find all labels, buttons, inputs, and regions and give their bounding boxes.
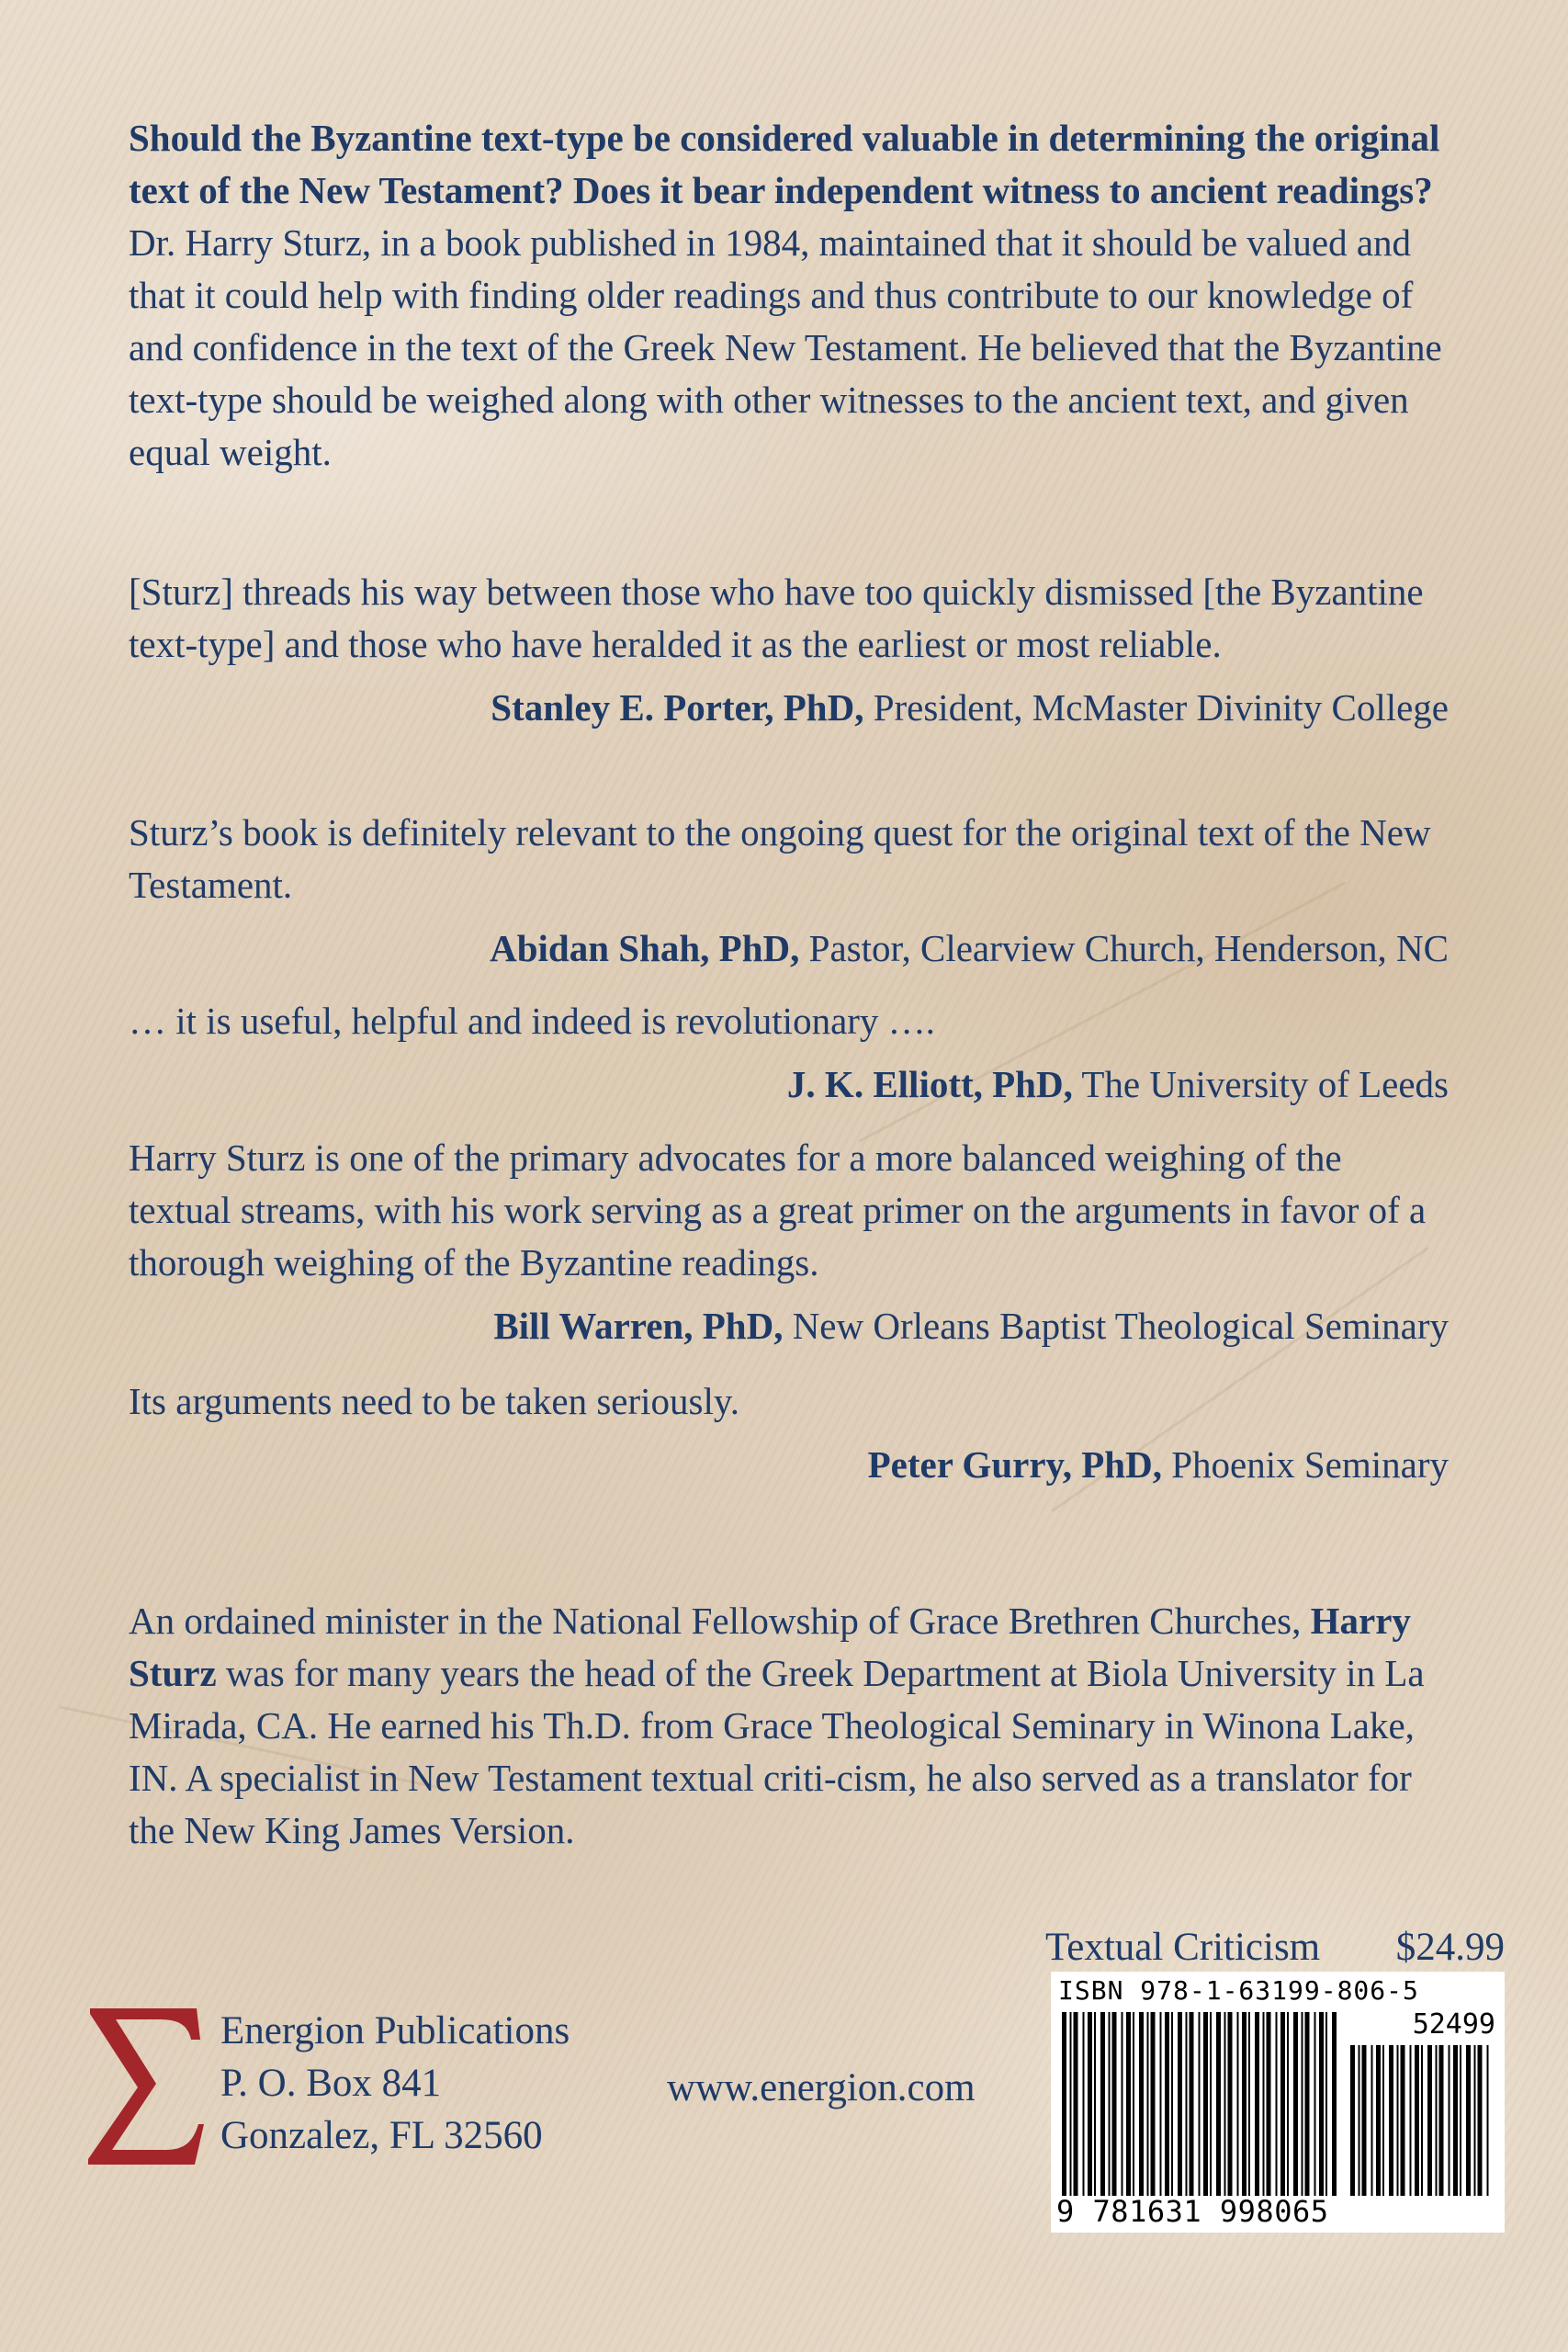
barcode-bar (1415, 2045, 1419, 2196)
bio-text-after: was for many years the head of the Greek Department at Biola University in La Mirada, CA. He earned his Th.D. from Grace Theological Seminary in Winona Lake, IN. A specialist in New Testament textual criti-cism, he also served as a translator for the New King James Version. (129, 1652, 1425, 1851)
endorser-affiliation: President, McMaster Divinity College (863, 686, 1449, 729)
barcode-addon-number: 52499 (1412, 2008, 1495, 2041)
endorsement-attribution (129, 1058, 1449, 1111)
sigma-logo-icon (85, 2003, 204, 2170)
barcode-bar (1376, 2045, 1381, 2196)
barcode-bar (1133, 2012, 1134, 2196)
barcode-bar (1478, 2045, 1483, 2196)
barcode-bar (1237, 2012, 1239, 2196)
barcode-bar (1466, 2045, 1471, 2196)
barcode-bar (1449, 2045, 1450, 2196)
endorser-name: Abidan Shah, PhD, (490, 927, 800, 969)
barcode-bar (1325, 2012, 1327, 2196)
barcode-bar (1359, 2045, 1360, 2196)
barcode-bar (1350, 2045, 1355, 2196)
endorser-name: Stanley E. Porter, PhD, (491, 686, 864, 729)
barcode-bar (1248, 2012, 1250, 2196)
barcode-main-bars (1062, 2012, 1337, 2196)
endorser-name: J. K. Elliott, PhD, (786, 1063, 1073, 1105)
book-price: $24.99 (1395, 1926, 1505, 1969)
book-category: Textual Criticism (1045, 1926, 1321, 1969)
barcode-number: 9 781631 998065 (1056, 2194, 1329, 2229)
barcode-bar (1453, 2045, 1458, 2196)
barcode-bar (1267, 2012, 1271, 2196)
barcode-bar (1151, 2012, 1156, 2196)
barcode-bar (1314, 2012, 1316, 2196)
barcode-bar (1109, 2012, 1111, 2196)
barcode-bar (1302, 2012, 1303, 2196)
barcode-bar (1088, 2012, 1092, 2196)
endorsement-quote: Sturz’s book is definitely relevant to the ongoing quest for the original text of the New Testament. (129, 811, 1431, 906)
endorsement-quote: [Sturz] threads his way between those who have too quickly dismissed [the Byzantine text-type] and those who have heralded it as the earliest or most reliable. (129, 571, 1424, 665)
barcode-bar (1165, 2012, 1169, 2196)
intro-bold-lead: Should the Byzantine text-type be considered valuable in determining the original text of the New Testament? Does it bear independent witness to ancient readings? (129, 117, 1440, 211)
barcode-bar (1460, 2045, 1461, 2196)
barcode-bar (1305, 2012, 1310, 2196)
publisher-block (220, 2005, 570, 2162)
endorser-name: Peter Gurry, PhD, (867, 1443, 1162, 1486)
barcode-addon-bars (1350, 2045, 1494, 2196)
barcode-bar (1171, 2012, 1173, 2196)
barcode-bar (1487, 2045, 1489, 2196)
barcode-bar (1439, 2045, 1444, 2196)
endorsement-quote: Its arguments need to be taken seriously. (129, 1380, 739, 1422)
barcode-bar (1436, 2045, 1438, 2196)
barcode-bar (1190, 2012, 1194, 2196)
barcode-bar (1362, 2045, 1367, 2196)
endorser-affiliation: The University of Leeds (1072, 1063, 1449, 1105)
endorser-affiliation: New Orleans Baptist Theological Seminary (783, 1305, 1449, 1347)
barcode-bar (1401, 2045, 1405, 2196)
endorsement-attribution (129, 922, 1449, 975)
isbn-label: ISBN 978-1-63199-806-5 (1058, 1975, 1419, 2006)
barcode-bar (1122, 2012, 1123, 2196)
barcode-bar (1255, 2012, 1259, 2196)
barcode-bar (1094, 2012, 1096, 2196)
barcode-bar (1332, 2012, 1337, 2196)
author-bio (129, 1595, 1449, 1857)
endorsement-porter (129, 566, 1449, 734)
barcode-bar (1112, 2012, 1117, 2196)
endorsement-attribution (129, 1439, 1449, 1491)
barcode-bar (1382, 2045, 1384, 2196)
endorsement-attribution (129, 682, 1449, 734)
endorser-name: Bill Warren, PhD, (493, 1305, 784, 1347)
publisher-address-line1: P. O. Box 841 (220, 2062, 442, 2105)
endorser-affiliation: Pastor, Clearview Church, Henderson, NC (799, 927, 1449, 969)
endorsement-quote: Harry Sturz is one of the primary advocates for a more balanced weighing of the textual streams, with his work serving as a great primer on the arguments in favor of a thorough weighing of the Byzantine readings. (129, 1136, 1427, 1283)
barcode-bar (1139, 2012, 1144, 2196)
endorsement-quote: … it is useful, helpful and indeed is revolutionary …. (129, 1000, 935, 1042)
category-price-line (1045, 1924, 1505, 1972)
intro-body: Dr. Harry Sturz, in a book published in 1984, maintained that it should be valued and that it could help with finding older readings and thus contribute to our knowledge of and confidence in the text of the Greek New Testament. He believed that the Byzantine text-type should be weighed along with other witnesses to the ancient text, and given equal weight. (129, 221, 1442, 473)
barcode-bar (1410, 2045, 1412, 2196)
barcode-bar (1210, 2012, 1212, 2196)
barcode-bar (1074, 2012, 1078, 2196)
barcode-bar (1160, 2012, 1162, 2196)
barcode-bar (1242, 2012, 1247, 2196)
endorsement-gurry (129, 1375, 1449, 1491)
barcode-bar (1203, 2012, 1208, 2196)
barcode-bar (1474, 2045, 1476, 2196)
barcode-bar (1186, 2012, 1188, 2196)
barcode-bar (1421, 2045, 1423, 2196)
barcode-bar (1224, 2012, 1226, 2196)
barcode-bar (1062, 2012, 1066, 2196)
barcode-bar (1319, 2012, 1324, 2196)
barcode-bar (1280, 2012, 1285, 2196)
barcode (1051, 1972, 1505, 2233)
barcode-bar (1147, 2012, 1149, 2196)
barcode-bar (1293, 2012, 1298, 2196)
barcode-bar (1126, 2012, 1131, 2196)
endorsement-shah (129, 807, 1449, 975)
bio-text-before: An ordained minister in the National Fellowship of Grace Brethren Churches, (129, 1600, 1311, 1642)
endorser-affiliation: Phoenix Seminary (1161, 1443, 1449, 1486)
barcode-bar (1083, 2012, 1085, 2196)
endorsement-attribution (129, 1300, 1449, 1352)
intro-paragraph (129, 112, 1449, 479)
barcode-bar (1178, 2012, 1182, 2196)
barcode-bar (1263, 2012, 1265, 2196)
publisher-name: Energion Publications (220, 2009, 570, 2052)
author-name: Harry Sturz (129, 1600, 1411, 1694)
barcode-bar (1228, 2012, 1233, 2196)
endorsement-warren (129, 1132, 1449, 1352)
barcode-bar (1427, 2045, 1432, 2196)
barcode-bar (1216, 2012, 1221, 2196)
barcode-bar (1287, 2012, 1289, 2196)
barcode-bar (1389, 2045, 1393, 2196)
barcode-bar (1100, 2012, 1105, 2196)
endorsement-elliott (129, 995, 1449, 1111)
barcode-bar (1199, 2012, 1201, 2196)
publisher-website[interactable]: www.energion.com (667, 2066, 976, 2109)
barcode-bar (1276, 2012, 1278, 2196)
publisher-address-line2: Gonzalez, FL 32560 (220, 2114, 543, 2157)
barcode-bar (1371, 2045, 1373, 2196)
barcode-bar (1070, 2012, 1072, 2196)
barcode-bar (1397, 2045, 1399, 2196)
